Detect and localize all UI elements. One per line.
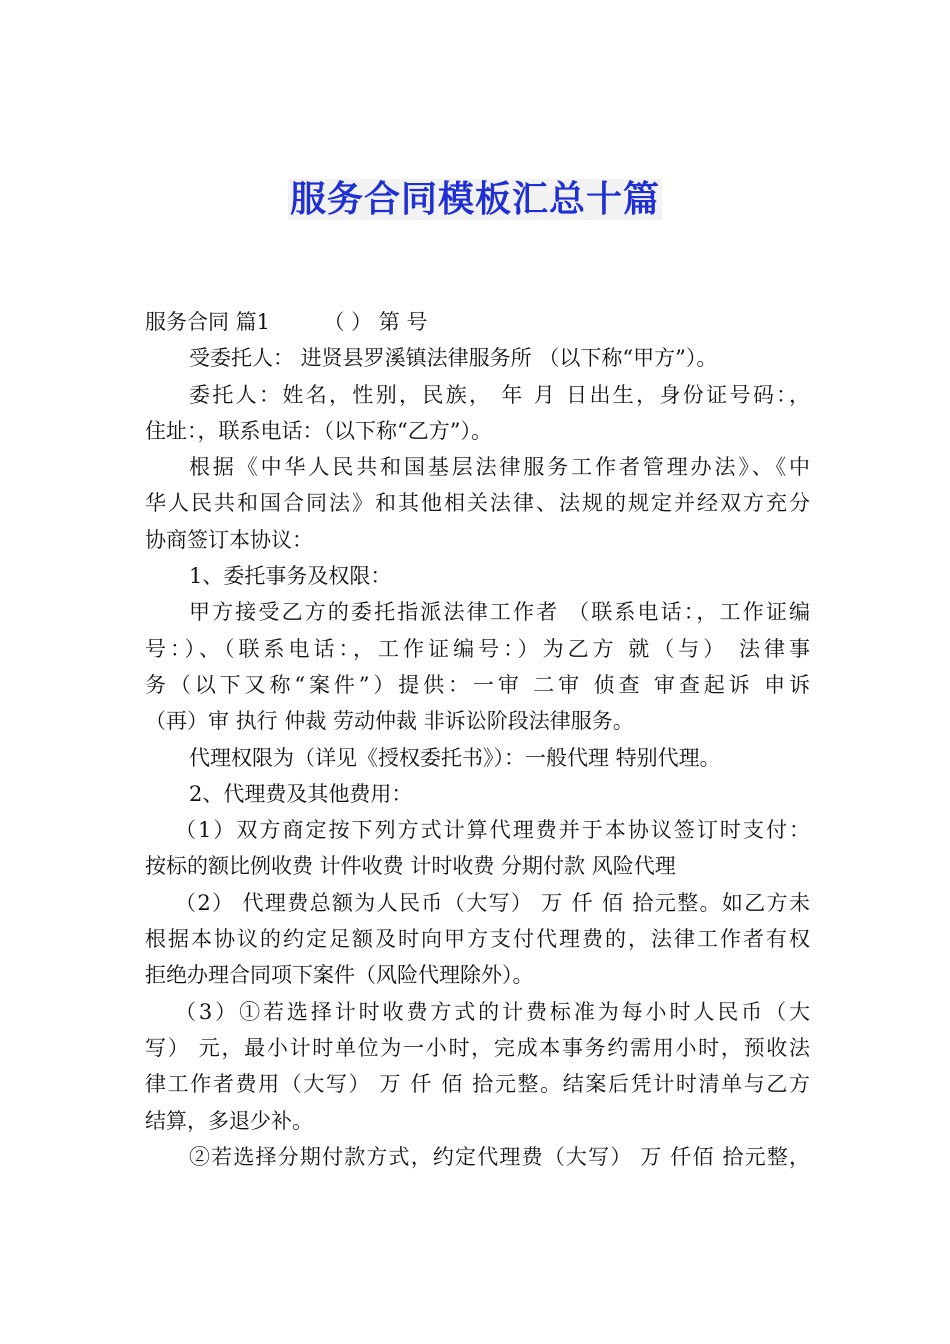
paragraph-line: 代理权限为（详见《授权委托书》）：一般代理 特别代理。: [189, 745, 721, 770]
paragraph-line: 按标的额比例收费 计件收费 计时收费 分期付款 风险代理: [145, 854, 676, 879]
paragraph-line: 律工作者费用（大写） 万 仟 佰 拾元整。结案后凭计时清单与乙方: [145, 1072, 810, 1097]
paragraph-line: （2） 代理费总额为人民币（大写） 万 仟 佰 拾元整。如乙方未: [175, 890, 810, 915]
paragraph-line: 委托人：姓名，性别，民族， 年 月 日出生，身份证号码：，: [189, 382, 810, 407]
paragraph-line: （1）双方商定按下列方式计算代理费并于本协议签订时支付：: [175, 818, 810, 843]
paragraph-line: 号：）、（联系电话：，工作证编号：）为乙方 就（与） 法律事: [145, 636, 810, 661]
paragraph-line: 华人民共和国合同法》和其他相关法律、法规的规定并经双方充分: [145, 491, 810, 516]
paragraph-line: 务（以下又称“案件”）提供：一审 二审 侦查 审查起诉 申诉: [145, 672, 810, 697]
paragraph-line: ②若选择分期付款方式，约定代理费（大写） 万 仟佰 拾元整，: [189, 1144, 810, 1169]
paragraph-line: 协商签订本协议：: [145, 527, 313, 552]
paragraph-line: 根据《中华人民共和国基层法律服务工作者管理办法》、《中: [189, 455, 810, 480]
paragraph-line: 1、委托事务及权限：: [189, 564, 392, 589]
paragraph-line: 拒绝办理合同项下案件（风险代理除外）。: [145, 963, 534, 988]
paragraph-line: 受委托人： 进贤县罗溪镇法律服务所 （以下称“甲方”）。: [189, 346, 718, 371]
paragraph-line: 甲方接受乙方的委托指派法律工作者 （联系电话：，工作证编: [189, 600, 810, 625]
document-title-text: 服务合同模板汇总十篇: [289, 179, 660, 220]
paragraph-line: 根据本协议的约定足额及时向甲方支付代理费的，法律工作者有权: [145, 927, 810, 952]
paragraph-line: 服务合同 篇1 （ ） 第 号: [145, 310, 428, 334]
document-body: [145, 304, 810, 1175]
paragraph-line: 结算，多退少补。: [145, 1108, 313, 1133]
paragraph-line: （再）审 执行 仲裁 劳动仲裁 非诉讼阶段法律服务。: [145, 709, 634, 734]
paragraph-line: （3）①若选择计时收费方式的计费标准为每小时人民币（大: [175, 999, 810, 1024]
document-title: [0, 172, 950, 228]
paragraph-line: 住址：，联系电话：（以下称“乙方”）。: [145, 418, 492, 443]
paragraph-line: 2、代理费及其他费用：: [189, 781, 413, 806]
paragraph-line: 写） 元，最小计时单位为一小时，完成本事务约需用小时，预收法: [145, 1035, 810, 1060]
